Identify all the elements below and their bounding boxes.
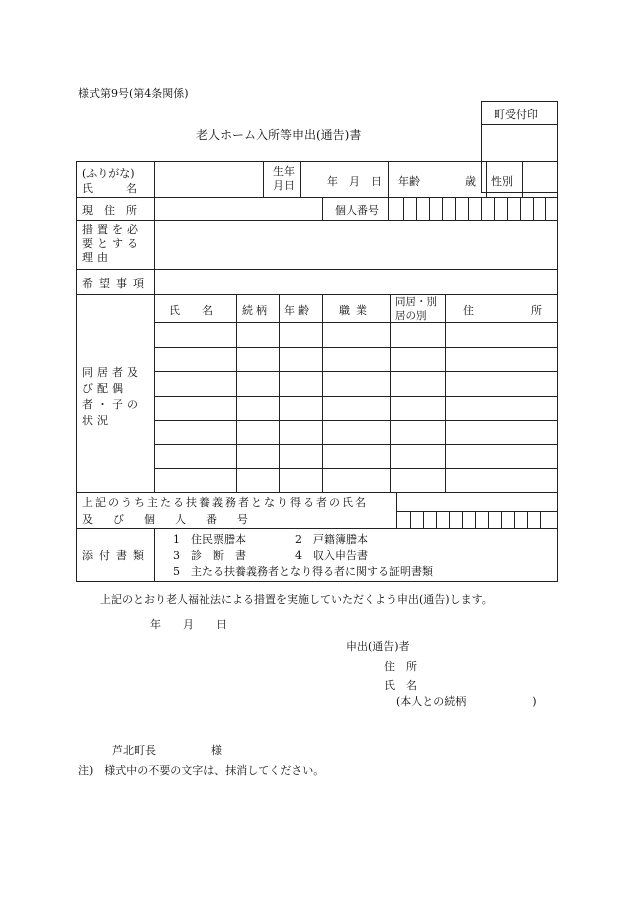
statement: 上記のとおり老人福祉法による措置を実施していただくよう申出(通告)します。 <box>100 593 493 606</box>
attachment-3: 3 診 断 書 <box>173 549 246 562</box>
applicant-address: 住 所 <box>384 660 417 673</box>
attachment-4: 4 収入申告書 <box>295 549 368 562</box>
date-line: 年 月 日 <box>150 618 227 631</box>
footnote: 注) 様式中の不要の文字は、抹消してください。 <box>78 764 325 777</box>
col-address: 住 所 <box>463 304 548 317</box>
applicant-relation: (本人との続柄 ) <box>396 695 537 708</box>
supporter-line1: 上記のうち主たる扶養義務者となり得る者の氏名 <box>82 496 368 509</box>
attachments-label: 添付書類 <box>82 549 150 562</box>
col-relation: 続柄 <box>242 304 270 317</box>
address-label: 現 住 所 <box>82 204 137 217</box>
sex-label: 性別 <box>491 175 513 188</box>
reason-label: 措置を必要とする理由 <box>82 223 142 264</box>
attachment-1: 1 住民票謄本 <box>173 533 246 546</box>
col-cohabit: 同居・別居の別 <box>395 296 437 322</box>
furigana-label: (ふりがな) <box>82 167 135 180</box>
birth-label: 生年月日 <box>273 165 295 192</box>
col-occupation: 職業 <box>339 304 373 317</box>
form-title: 老人ホーム入所等申出(通告)書 <box>196 128 362 142</box>
addressee: 芦北町長 様 <box>112 744 222 757</box>
col-name: 氏 名 <box>169 304 213 317</box>
application-table <box>76 161 558 582</box>
wishes-label: 希望事項 <box>82 277 150 290</box>
applicant-name: 氏 名 <box>384 679 417 692</box>
stamp-label: 町受付印 <box>494 108 538 121</box>
col-age: 年齢 <box>284 304 312 317</box>
form-number: 様式第9号(第4条関係) <box>78 87 189 100</box>
birth-date-label: 年 月 日 <box>327 175 382 188</box>
attachment-2: 2 戸籍簿謄本 <box>295 533 368 546</box>
personal-number-label: 個人番号 <box>335 204 379 217</box>
name-label: 氏 名 <box>82 182 137 195</box>
applicant-title: 申出(通告)者 <box>346 640 410 653</box>
age-label: 年齢 <box>398 175 420 188</box>
age-unit: 歳 <box>465 175 476 188</box>
attachment-5: 5 主たる扶養義務者となり得る者に関する証明書類 <box>173 565 433 578</box>
household-label: 同居者及び配偶者・子の状況 <box>82 366 142 427</box>
supporter-line2: 及び個人番号 <box>82 513 268 526</box>
